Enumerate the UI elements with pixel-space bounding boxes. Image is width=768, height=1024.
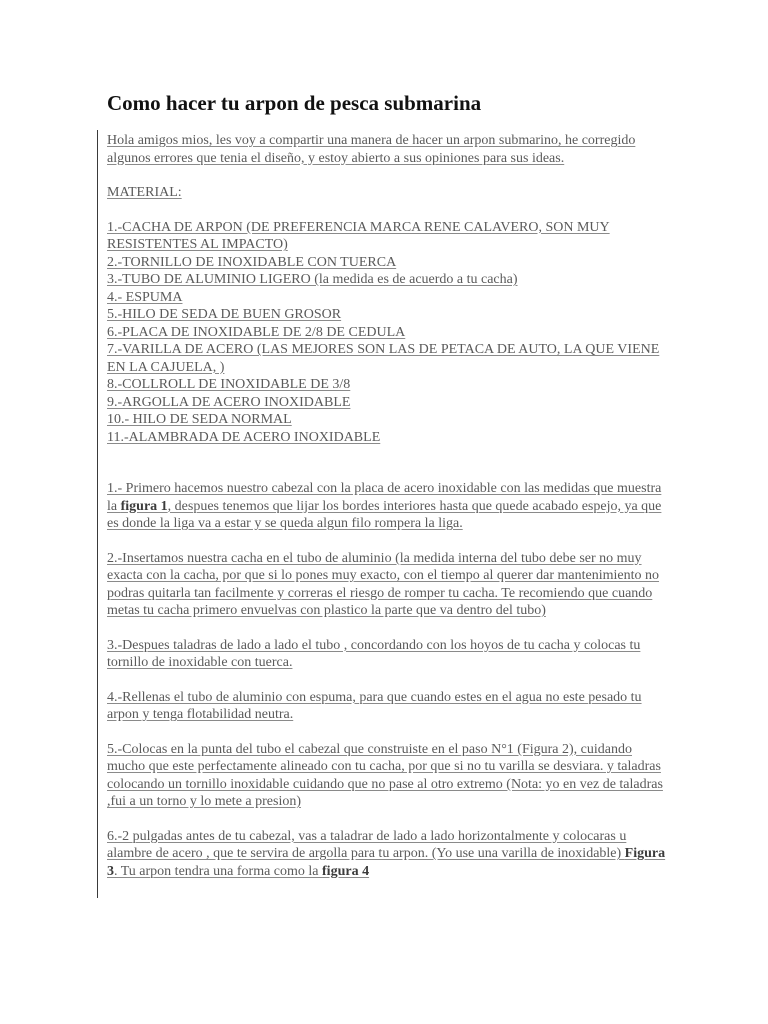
- left-margin-rule: [97, 130, 98, 898]
- step-3-paragraph: 3.-Despues taladras de lado a lado el tubo , concordando con los hoyos de tu cacha y colocas tu tornillo de inoxidable con tuerca.: [107, 637, 641, 670]
- intro-paragraph: [107, 132, 667, 167]
- materials-list: [107, 219, 667, 447]
- material-item: 2.-TORNILLO DE INOXIDABLE CON TUERCA: [107, 254, 397, 270]
- material-item: 6.-PLACA DE INOXIDABLE DE 2/8 DE CEDULA: [107, 324, 406, 340]
- material-item: 3.-TUBO DE ALUMINIO LIGERO (la medida es de acuerdo a tu cacha): [107, 272, 518, 287]
- step-5-paragraph: 5.-Colocas en la punta del tubo el cabezal que construiste en el paso N°1 (Figura 2), cuidando mucho que este perfectamente alineado con tu cacha, por que si no tu varilla se desviara. y taladras colocando un tornillo inoxidable cuidando que no pase al otro extremo (Nota: yo en vez de taladras ,fui a un torno y lo mete a presion): [107, 741, 663, 809]
- material-item: 7.-VARILLA DE ACERO (LAS MEJORES SON LAS DE PETACA DE AUTO, LA QUE VIENE EN LA CAJUELA, ): [107, 342, 660, 375]
- material-heading-text: MATERIAL:: [107, 185, 182, 200]
- material-item: 9.-ARGOLLA DE ACERO INOXIDABLE: [107, 394, 351, 410]
- intro-text: Hola amigos mios, les voy a compartir una manera de hacer un arpon submarino, he corregido algunos errores que tenia el diseño, y estoy abierto a sus opiniones para sus ideas.: [107, 133, 636, 166]
- material-heading: [107, 184, 667, 202]
- material-item: 4.- ESPUMA: [107, 289, 183, 305]
- material-item: 10.- HILO DE SEDA NORMAL: [107, 412, 292, 427]
- material-item: 11.-ALAMBRADA DE ACERO INOXIDABLE: [107, 429, 381, 445]
- step-1-paragraph: 1.- Primero hacemos nuestro cabezal con la placa de acero inoxidable con las medidas que muestra la figura 1, despues tenemos que lijar los bordes interiores hasta que quede acabado espejo, ya que es donde la liga va a estar y se queda algun filo rompera la liga.: [107, 481, 662, 531]
- document-body: [107, 132, 667, 880]
- figure-4-reference: figura 4: [322, 863, 370, 879]
- step-6-paragraph: 6.-2 pulgadas antes de tu cabezal, vas a taladrar de lado a lado horizontalmente y colocaras u alambre de acero , que te servira de argolla para tu arpon. (Yo use una varilla de inoxidable) Figura 3. Tu arpon tendra una forma como la figura 4: [107, 828, 666, 879]
- figure-3-reference: Figura 3: [107, 846, 666, 879]
- step-4-paragraph: 4.-Rellenas el tubo de aluminio con espuma, para que cuando estes en el agua no este pesado tu arpon y tenga flotabilidad neutra.: [107, 689, 642, 722]
- material-item: 5.-HILO DE SEDA DE BUEN GROSOR: [107, 307, 342, 322]
- material-item: 8.-COLLROLL DE INOXIDABLE DE 3/8: [107, 377, 351, 392]
- step-2-paragraph: 2.-Insertamos nuestra cacha en el tubo de aluminio (la medida interna del tubo debe ser no muy exacta con la cacha, por que si lo pones muy exacto, con el tiempo al querer dar mantenimiento no podras quitarla tan facilmente y correras el riesgo de romper tu cacha. Te recomiendo que cuando metas tu cacha primero envuelvas con plastico la parte que va dentro del tubo): [107, 550, 660, 618]
- material-item: 1.-CACHA DE ARPON (DE PREFERENCIA MARCA RENE CALAVERO, SON MUY RESISTENTES AL IMPACTO): [107, 219, 610, 252]
- page-title: Como hacer tu arpon de pesca submarina: [107, 91, 482, 115]
- figure-1-reference: figura 1: [120, 498, 168, 514]
